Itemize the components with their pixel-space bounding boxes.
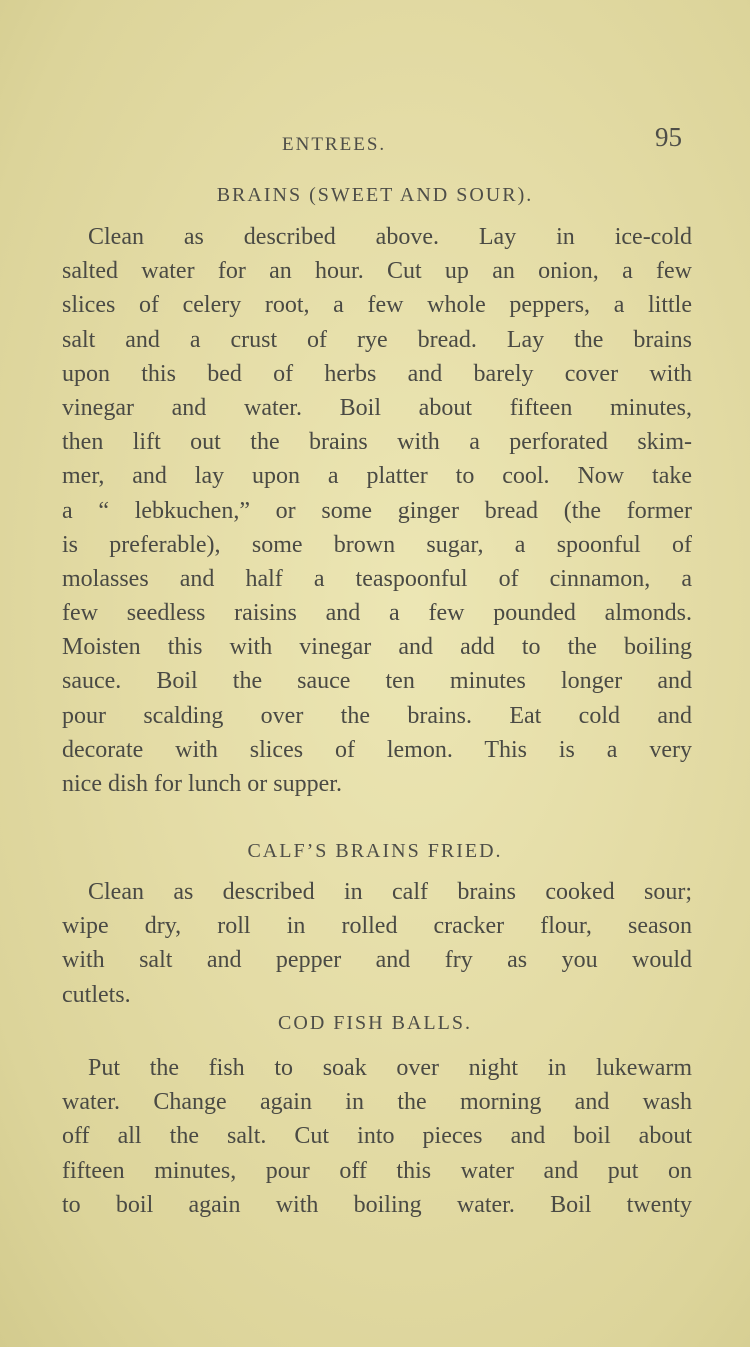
text-line: with salt and pepper and fry as you would [62, 947, 692, 974]
text-line: off all the salt. Cut into pieces and boil about [62, 1123, 692, 1150]
text-line: Clean as described above. Lay in ice-cold [88, 224, 692, 250]
recipe-body-brains-sweet-and-sour [62, 220, 692, 801]
text-line: salt and a crust of rye bread. Lay the brains [62, 326, 692, 353]
text-line: water. Change again in the morning and wash [62, 1089, 692, 1116]
text-line: decorate with slices of lemon. This is a very [62, 736, 692, 763]
recipe-body-cod-fish-balls [62, 1051, 692, 1222]
text-line: vinegar and water. Boil about fifteen minutes, [62, 394, 692, 421]
text-line: salted water for an hour. Cut up an onion, a few [62, 258, 692, 285]
text-line: is preferable), some brown sugar, a spoonful of [62, 531, 692, 558]
text-line: molasses and half a teaspoonful of cinnamon, a [62, 565, 692, 592]
text-line: nice dish for lunch or supper. [62, 771, 342, 797]
recipe-title-brains-sweet-and-sour: BRAINS (SWEET AND SOUR). [216, 184, 534, 206]
running-head: ENTREES. [282, 134, 387, 155]
recipe-title-cod-fish-balls: COD FISH BALLS. [278, 1012, 472, 1034]
text-line: mer, and lay upon a platter to cool. Now take [62, 463, 692, 490]
recipe-title-calfs-brains-fried: CALF’S BRAINS FRIED. [247, 840, 503, 862]
text-line: slices of celery root, a few whole peppers, a little [62, 292, 692, 319]
recipe-body-calfs-brains-fried [62, 875, 692, 1012]
text-line: cutlets. [62, 981, 131, 1008]
text-line: upon this bed of herbs and barely cover with [62, 360, 692, 387]
text-line: sauce. Boil the sauce ten minutes longer and [62, 668, 692, 695]
text-line: Clean as described in calf brains cooked sour; [88, 879, 692, 905]
text-line: then lift out the brains with a perforated skim- [62, 429, 692, 456]
text-line: Moisten this with vinegar and add to the boiling [62, 634, 692, 661]
text-line: fifteen minutes, pour off this water and put on [62, 1157, 692, 1184]
text-line: pour scalding over the brains. Eat cold and [62, 702, 692, 729]
text-line: few seedless raisins and a few pounded almonds. [62, 600, 692, 627]
page-number: 95 [655, 122, 682, 152]
text-line: wipe dry, roll in rolled cracker flour, season [62, 913, 692, 940]
text-line: a “ lebkuchen,” or some ginger bread (the former [62, 497, 692, 524]
text-line: Put the fish to soak over night in lukewarm [88, 1055, 692, 1081]
text-line: to boil again with boiling water. Boil twenty [62, 1191, 692, 1218]
